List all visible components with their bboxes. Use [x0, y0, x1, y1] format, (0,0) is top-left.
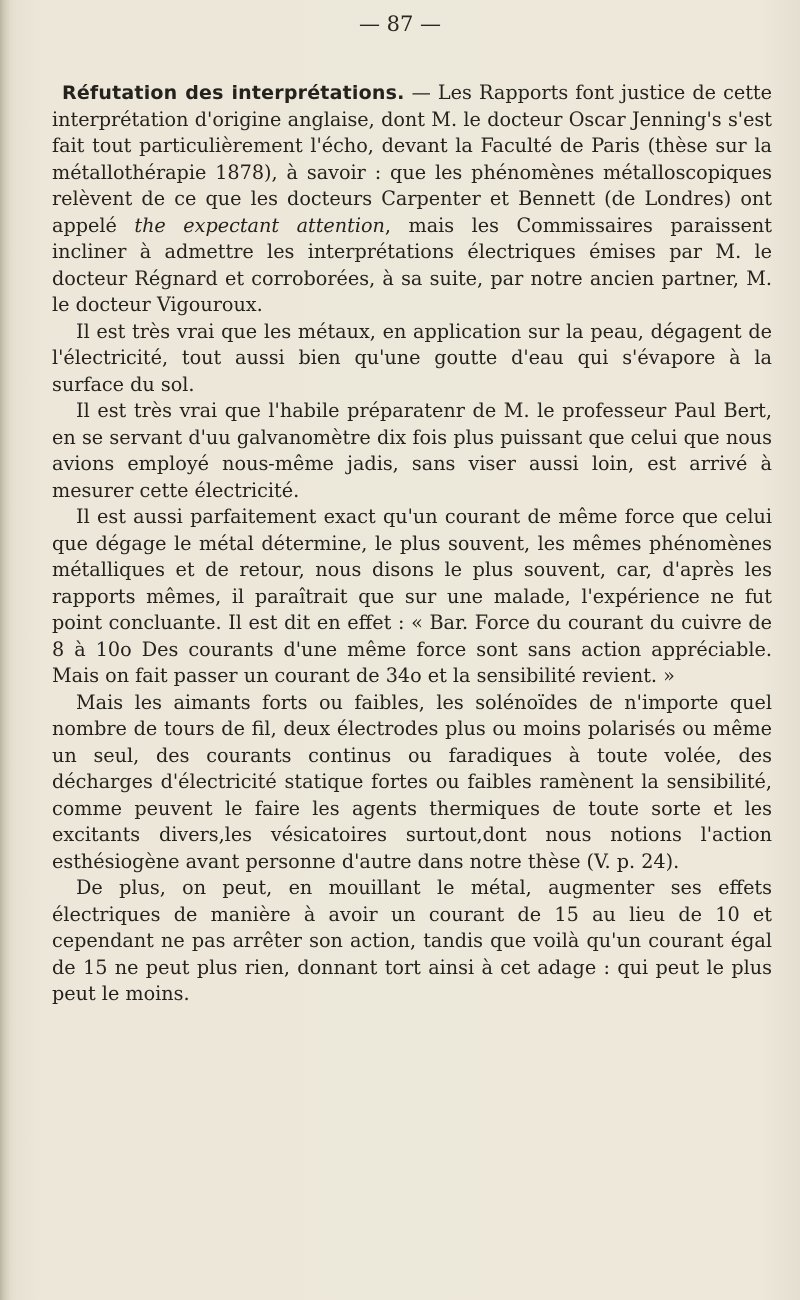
page-number: — 87 — — [358, 12, 442, 36]
paragraph-1 — [52, 80, 772, 319]
paragraph-1-part-b: , mais les Commissaires paraissent incliner à admettre les interprétations électriques émises par M. le docteur Régnard et corroborées, à sa suite, par notre ancien partner, M. le docteur Vigouroux. — [52, 213, 772, 316]
paragraph-2: Il est très vrai que les métaux, en application sur la peau, dégagent de l'électricité, tout aussi bien qu'une goutte d'eau qui s'évapore à la surface du sol. — [52, 319, 772, 396]
paragraph-4: Il est aussi parfaitement exact qu'un courant de même force que celui que dégage le métal détermine, le plus souvent, les mêmes phénomènes métalliques et de retour, nous disons le plus souvent, car, d'après les rapports mêmes, il paraîtrait que sur une malade, l'expérience ne fut point concluante. Il est dit en effet : « Bar. Force du courant du cuivre de 8 à 10o Des courants d'une même force sont sans action appréciable. Mais on fait passer un courant de 34o et la sensibilité revient. » — [52, 505, 772, 687]
page-binding-edge — [0, 0, 10, 1300]
paragraph-3: Il est très vrai que l'habile préparatenr de M. le professeur Paul Bert, en se servant d'uu galvanomètre dix fois plus puissant que celui que nous avions employé nous-même jadis, sans viser aussi loin, est arrivé à mesurer cette électricité. — [52, 399, 772, 502]
paragraph-6: De plus, on peut, en mouillant le métal, augmenter ses effets électriques de manière à avoir un courant de 15 au lieu de 10 et cependant ne pas arrêter son action, tandis que voilà qu'un courant égal de 15 ne peut plus rien, donnant tort ainsi à cet adage : qui peut le plus peut le moins. — [52, 876, 772, 1005]
paragraph-1-italic-term: the expectant attention — [134, 213, 385, 237]
paragraph-5: Mais les aimants forts ou faibles, les solénoïdes de n'importe quel nombre de tours de fil, deux électrodes plus ou moins polarisés ou même un seul, des courants continus ou faradiques à toute volée, des décharges d'électricité statique fortes ou faibles ramènent la sensibilité, comme peuvent le faire les agents thermiques de toute sorte et les excitants divers,les vésicatoires surtout,dont nous notions l'action esthésiogène avant personne d'autre dans notre thèse (V. p. 24). — [52, 690, 772, 873]
body-text — [52, 80, 772, 1008]
paragraph-1-part-a: — Les Rapports font justice de cette interprétation d'origine anglaise, dont M. le docteur Oscar Jenning's s'est fait tout particulièrement l'écho, devant la Faculté de Paris (thèse sur la métallothérapie 1878), à savoir : que les phénomènes métalloscopiques relèvent de ce que les docteurs Carpenter et Bennett (de Londres) ont appelé — [52, 81, 772, 237]
section-heading: Réfutation des interprétations. — [62, 82, 405, 104]
